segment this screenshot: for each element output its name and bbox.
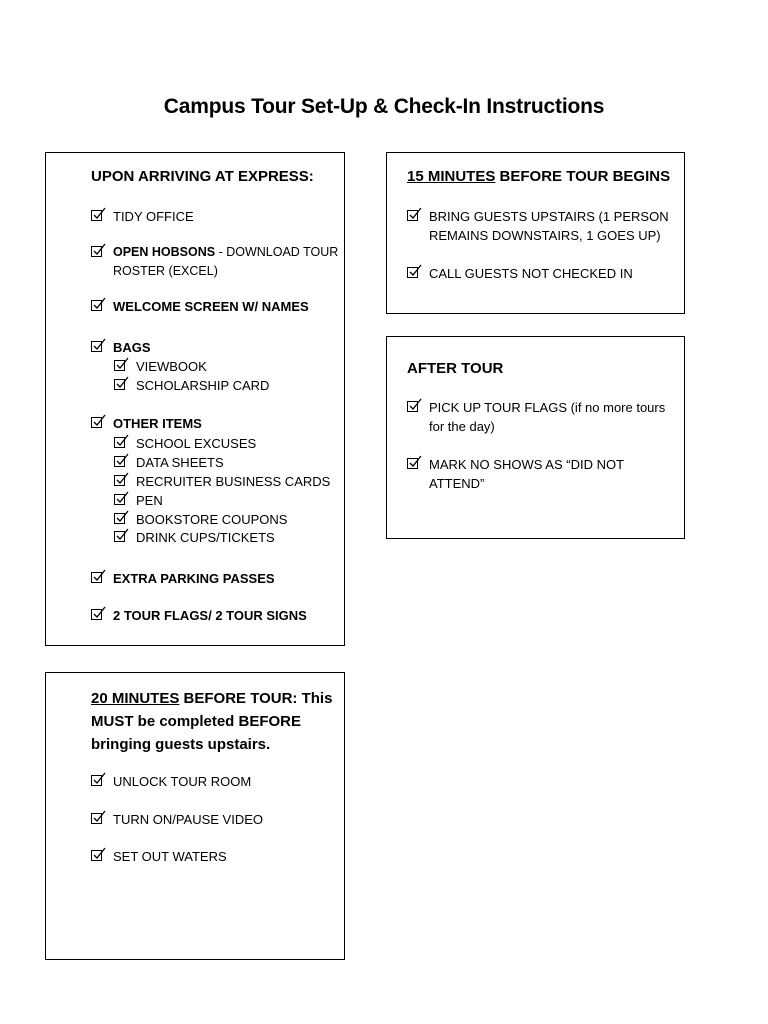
checked-box-icon — [91, 775, 102, 786]
list-item: PICK UP TOUR FLAGS (if no more tours for the day) — [407, 398, 682, 436]
checked-box-icon — [114, 379, 125, 390]
checked-box-icon — [114, 456, 125, 467]
checked-box-icon — [91, 300, 102, 311]
checked-box-icon — [114, 437, 125, 448]
checked-box-icon — [407, 267, 418, 278]
checked-box-icon — [91, 609, 102, 620]
list-item: DRINK CUPS/TICKETS — [114, 528, 374, 547]
checked-box-icon — [407, 210, 418, 221]
list-item: BAGS — [91, 338, 351, 357]
list-item: MARK NO SHOWS AS “DID NOT ATTEND” — [407, 455, 682, 493]
after-tour-box — [386, 336, 685, 539]
list-item: VIEWBOOK — [114, 357, 374, 376]
list-item: RECRUITER BUSINESS CARDS — [114, 472, 374, 491]
list-item: UNLOCK TOUR ROOM — [91, 772, 351, 791]
twenty-minutes-box — [45, 672, 345, 960]
list-item: BRING GUESTS UPSTAIRS (1 PERSON REMAINS DOWNSTAIRS, 1 GOES UP) — [407, 207, 677, 245]
list-item: TURN ON/PAUSE VIDEO — [91, 810, 351, 829]
list-item: SCHOOL EXCUSES — [114, 434, 374, 453]
twenty-heading: 20 MINUTES BEFORE TOUR: This MUST be completed BEFORE bringing guests upstairs. — [91, 690, 333, 753]
list-item: PEN — [114, 491, 374, 510]
list-item: SCHOLARSHIP CARD — [114, 376, 374, 395]
list-item: TIDY OFFICE — [91, 207, 351, 226]
arriving-heading: UPON ARRIVING AT EXPRESS: — [91, 168, 314, 185]
checked-box-icon — [91, 813, 102, 824]
checked-box-icon — [114, 475, 125, 486]
checked-box-icon — [407, 458, 418, 469]
fifteen-heading: 15 MINUTES BEFORE TOUR BEGINS — [407, 168, 671, 185]
list-item: CALL GUESTS NOT CHECKED IN — [407, 264, 677, 283]
list-item: EXTRA PARKING PASSES — [91, 569, 351, 588]
list-item: OPEN HOBSONS - DOWNLOAD TOUR ROSTER (EXCEL) — [91, 243, 351, 281]
checked-box-icon — [114, 513, 125, 524]
list-item: BOOKSTORE COUPONS — [114, 510, 374, 529]
checked-box-icon — [114, 494, 125, 505]
fifteen-minutes-box — [386, 152, 685, 314]
list-item: 2 TOUR FLAGS/ 2 TOUR SIGNS — [91, 606, 351, 625]
checked-box-icon — [407, 401, 418, 412]
checked-box-icon — [91, 417, 102, 428]
checked-box-icon — [91, 341, 102, 352]
checked-box-icon — [114, 531, 125, 542]
list-item: SET OUT WATERS — [91, 847, 351, 866]
list-item: DATA SHEETS — [114, 453, 374, 472]
after-heading: AFTER TOUR — [407, 360, 504, 377]
checked-box-icon — [91, 850, 102, 861]
page-title: Campus Tour Set-Up & Check-In Instructions — [163, 95, 605, 118]
list-item: OTHER ITEMS — [91, 414, 351, 433]
checked-box-icon — [91, 572, 102, 583]
checked-box-icon — [91, 210, 102, 221]
arriving-box — [45, 152, 345, 646]
checked-box-icon — [91, 246, 102, 257]
list-item: WELCOME SCREEN W/ NAMES — [91, 297, 351, 316]
checked-box-icon — [114, 360, 125, 371]
